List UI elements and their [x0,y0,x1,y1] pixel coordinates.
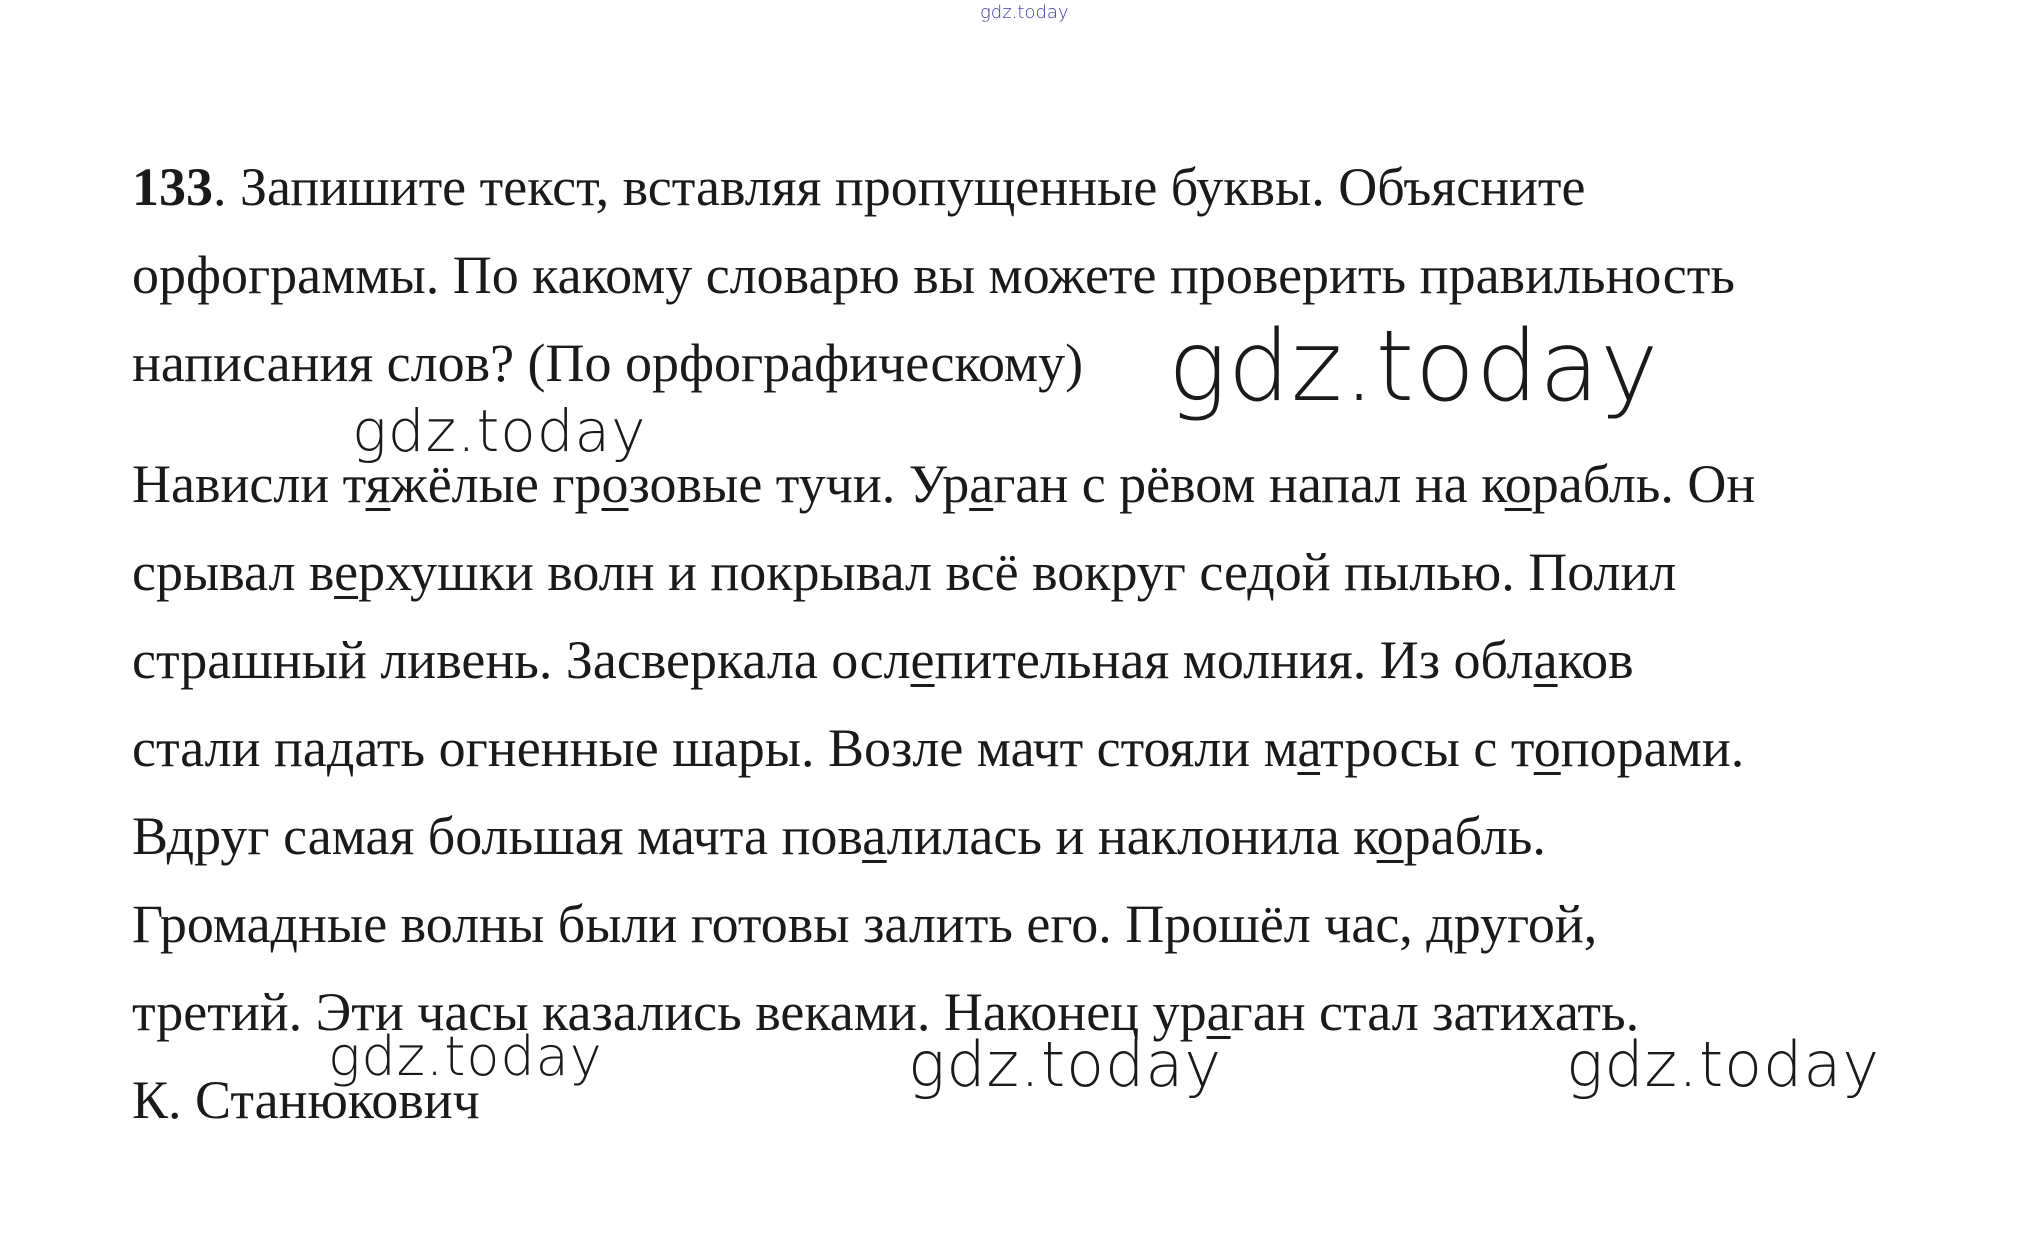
inserted-letter: о [1533,718,1561,778]
story-line-5 [132,792,1755,880]
text-fragment: стали падать огненные шары. Возле мачт стояли м [132,718,1298,778]
watermark-middle: gdz.today [352,397,647,465]
text-fragment: ган стал затихать. [1230,982,1640,1042]
text-fragment: третий. Эти часы казались веками. Наконец ур [132,982,1207,1042]
inserted-letter: о [1504,454,1532,514]
text-fragment: Нависли т [132,454,366,514]
inserted-letter: а [969,454,994,514]
text-fragment: зовые тучи. Ур [628,454,970,514]
story-line-4 [132,704,1755,792]
story-line-1 [132,440,1755,528]
inserted-letter: я [365,454,391,514]
inserted-letter: е [334,542,359,602]
watermark-bottom-center: gdz.today [908,1028,1223,1101]
text-fragment: пительная молния. Из обл [934,630,1534,690]
inserted-letter: о [1376,806,1404,866]
watermark-bottom-right: gdz.today [1566,1028,1881,1101]
story-line-3 [132,616,1755,704]
task-line-2: орфограммы. По какому словарю вы можете проверить правильность [132,245,1735,305]
text-fragment: рабль. Он [1531,454,1756,514]
inserted-letter: а [1533,630,1558,690]
inserted-letter: а [1297,718,1321,778]
inserted-letter: а [862,806,887,866]
watermark-top: gdz.today [980,2,1069,23]
text-fragment: срывал в [132,542,335,602]
watermark-bottom-left: gdz.today [328,1025,603,1088]
story-author: К. Станюкович [132,1070,480,1130]
task-line-3: написания слов? (По орфографическому) [132,333,1084,393]
text-fragment: порами. [1560,718,1745,778]
text-fragment: жёлые гр [390,454,602,514]
watermark-large: gdz.today [1168,310,1660,424]
inserted-letter: о [601,454,629,514]
inserted-letter: а [1206,982,1231,1042]
text-fragment: рхушки волн и покрывал всё вокруг седой пылью. Полил [358,542,1677,602]
story-line-2 [132,528,1755,616]
inserted-letter: е [910,630,935,690]
task-line-1-text: . Запишите текст, вставляя пропущенные буквы. Объясните [213,157,1586,217]
text-fragment: ков [1557,630,1634,690]
text-fragment: лилась и наклонила к [886,806,1377,866]
text-fragment: ган с рёвом напал на к [993,454,1505,514]
text-fragment: тросы с т [1320,718,1534,778]
story-line-6: Громадные волны были готовы залить его. Прошёл час, другой, [132,894,1598,954]
text-fragment: рабль. [1403,806,1546,866]
task-number: 133 [132,157,213,217]
text-fragment: Вдруг самая большая мачта пов [132,806,863,866]
task-line-1 [132,143,1735,231]
text-fragment: страшный ливень. Засверкала осл [132,630,911,690]
